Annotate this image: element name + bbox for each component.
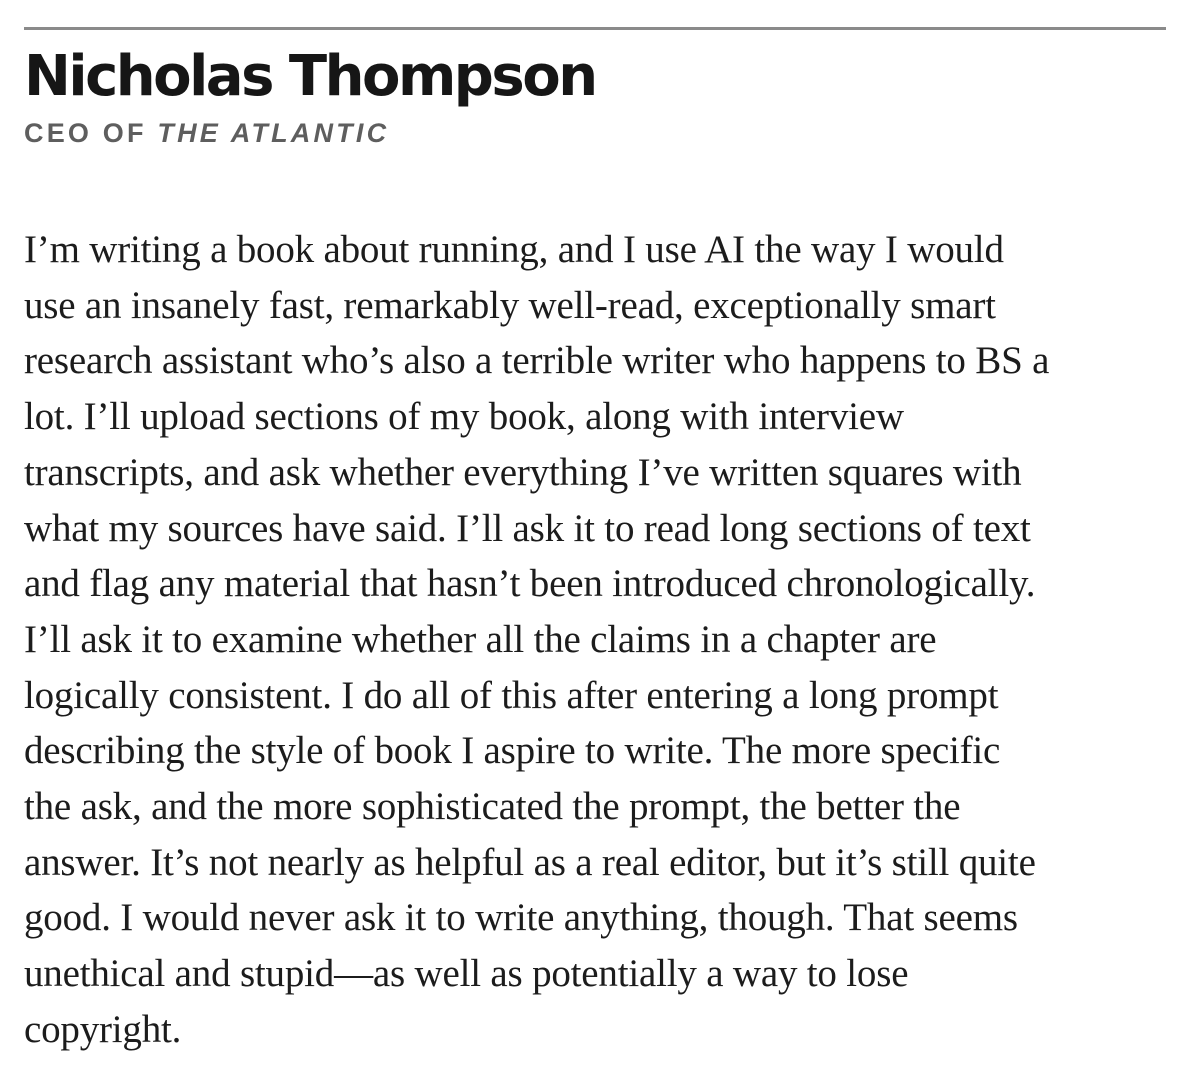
quote-line: what my sources have said. I’ll ask it to read long sections of text <box>24 506 1031 550</box>
quote-line: copyright. <box>24 1007 182 1051</box>
role-prefix: CEO OF <box>24 118 158 148</box>
quote-line: research assistant who’s also a terrible writer who happens to BS a <box>24 339 1050 383</box>
quote-line: transcripts, and ask whether everything I’ve written squares with <box>24 450 1022 494</box>
role-publication: THE ATLANTIC <box>157 118 390 148</box>
top-divider <box>24 27 1166 30</box>
quote-line: I’ll ask it to examine whether all the claims in a chapter are <box>24 617 937 661</box>
quote-line: logically consistent. I do all of this after entering a long prompt <box>24 673 999 717</box>
quote-paragraph <box>24 222 1166 1058</box>
quote-line: answer. It’s not nearly as helpful as a real editor, but it’s still quite <box>24 840 1036 884</box>
person-role <box>24 116 389 150</box>
quote-line: lot. I’ll upload sections of my book, along with interview <box>24 395 904 439</box>
quote-line: good. I would never ask it to write anything, though. That seems <box>24 896 1018 940</box>
quote-line: the ask, and the more sophisticated the prompt, the better the <box>24 785 961 829</box>
quote-line: I’m writing a book about running, and I use AI the way I would <box>24 228 1004 271</box>
person-name: Nicholas Thompson <box>24 44 596 109</box>
quote-line: use an insanely fast, remarkably well-read, exceptionally smart <box>24 283 996 327</box>
quote-line: unethical and stupid—as well as potentially a way to lose <box>24 952 909 996</box>
quote-line: and flag any material that hasn’t been introduced chronologically. <box>24 562 1036 606</box>
quote-line: describing the style of book I aspire to write. The more specific <box>24 729 1001 773</box>
